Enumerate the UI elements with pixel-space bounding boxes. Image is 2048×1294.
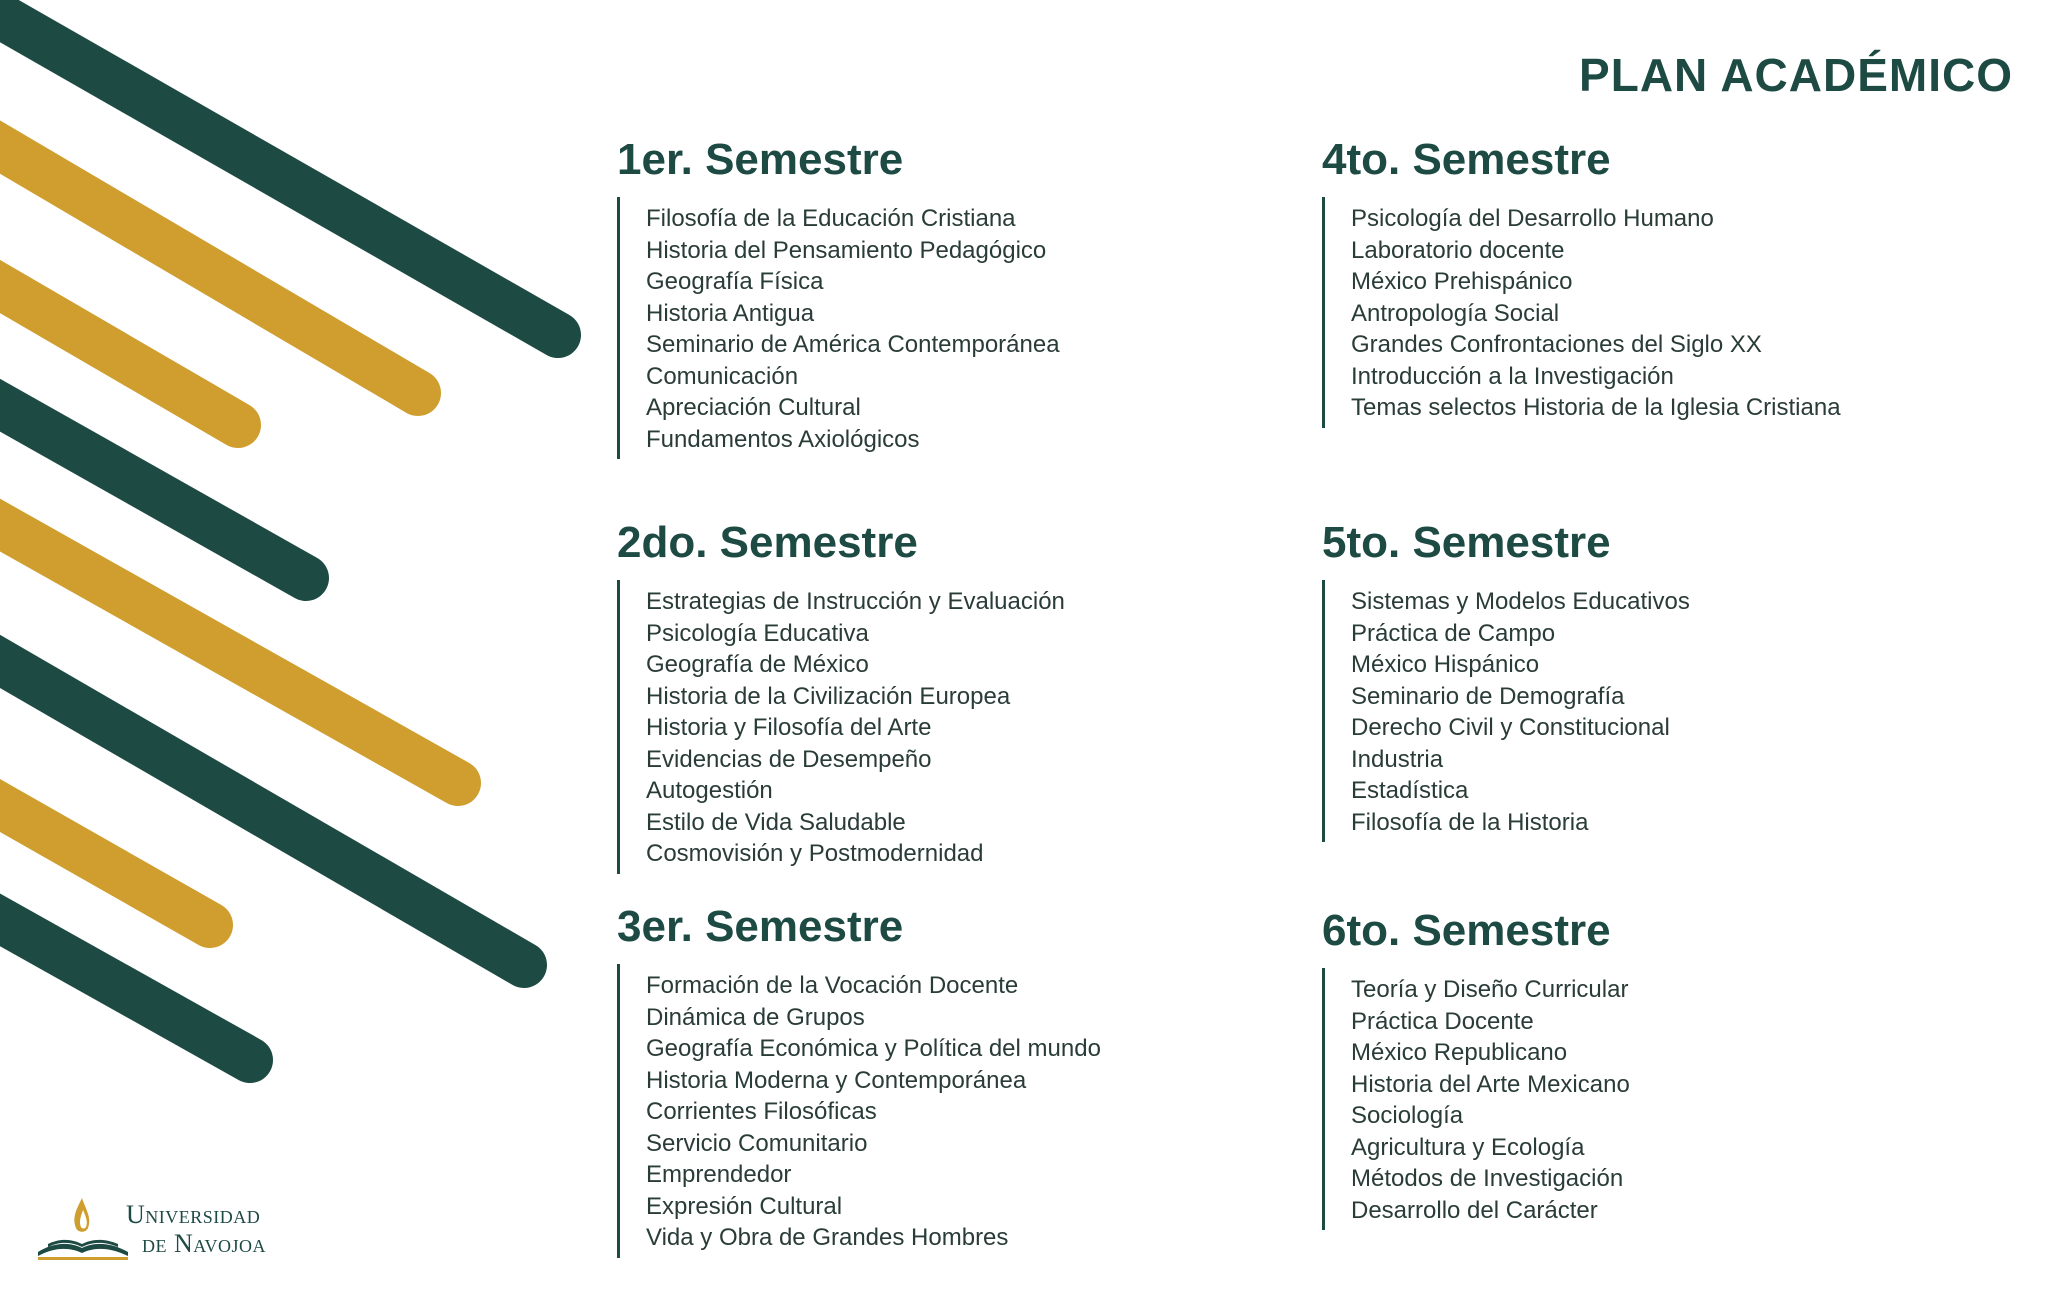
decorative-stripes [0, 0, 600, 1120]
page-title: PLAN ACADÉMICO [1579, 49, 2013, 101]
course-item: Sociología [1351, 1102, 1464, 1129]
course-item: Vida y Obra de Grandes Hombres [646, 1224, 1009, 1251]
semester-2-block [617, 516, 1237, 874]
course-item: México Republicano [1351, 1039, 1568, 1066]
semester-1-course-list [617, 197, 1237, 459]
semester-3-block [617, 900, 1237, 1258]
course-item: Seminario de Demografía [1351, 682, 1625, 710]
university-logo [36, 1196, 306, 1262]
course-item: Geografía Económica y Política del mundo [646, 1035, 1101, 1062]
course-item: México Hispánico [1351, 651, 1540, 678]
semester-6-title: 6to. Semestre [1322, 906, 1611, 955]
course-item: Industria [1351, 745, 1444, 773]
semester-5-title: 5to. Semestre [1322, 518, 1611, 567]
semester-5-course-list [1322, 580, 1942, 842]
semester-4-course-list [1322, 197, 1942, 428]
course-item: Derecho Civil y Constitucional [1351, 714, 1670, 741]
semester-3-course-list [617, 964, 1237, 1258]
course-item: Filosofía de la Historia [1351, 808, 1589, 836]
course-item: Seminario de América Contemporánea [646, 331, 1060, 358]
course-item: Teoría y Diseño Curricular [1351, 976, 1629, 1003]
course-item: Cosmovisión y Postmodernidad [646, 840, 984, 867]
course-item: Sistemas y Modelos Educativos [1351, 588, 1690, 615]
semester-3-title: 3er. Semestre [617, 902, 904, 951]
course-item: Estrategias de Instrucción y Evaluación [646, 588, 1065, 615]
university-name-line1: Universidad [126, 1200, 261, 1229]
course-item: Corrientes Filosóficas [646, 1098, 877, 1125]
course-item: Estadística [1351, 777, 1469, 804]
course-item: Práctica Docente [1351, 1007, 1534, 1035]
course-item: Temas selectos Historia de la Iglesia Cristiana [1351, 394, 1841, 421]
university-name [126, 1200, 266, 1258]
course-item: Psicología del Desarrollo Humano [1351, 205, 1714, 232]
flame-book-icon [36, 1196, 132, 1262]
course-item: Práctica de Campo [1351, 619, 1556, 647]
course-item: Apreciación Cultural [646, 394, 861, 421]
course-item: Estilo de Vida Saludable [646, 808, 906, 836]
semester-1-block [617, 133, 1237, 459]
course-item: Geografía Física [646, 268, 824, 295]
course-item: Autogestión [646, 777, 773, 804]
course-item: Agricultura y Ecología [1351, 1133, 1585, 1161]
course-item: Métodos de Investigación [1351, 1165, 1624, 1192]
semester-2-course-list [617, 580, 1237, 874]
course-item: Historia de la Civilización Europea [646, 682, 1011, 710]
course-item: México Prehispánico [1351, 268, 1573, 295]
course-item: Evidencias de Desempeño [646, 745, 932, 773]
semester-1-title: 1er. Semestre [617, 135, 904, 184]
course-item: Servicio Comunitario [646, 1129, 868, 1157]
course-item: Fundamentos Axiológicos [646, 425, 920, 453]
course-item: Historia y Filosofía del Arte [646, 714, 932, 741]
course-item: Geografía de México [646, 651, 869, 678]
semester-2-title: 2do. Semestre [617, 518, 918, 567]
course-item: Historia del Arte Mexicano [1351, 1070, 1630, 1098]
semester-6-course-list [1322, 968, 1942, 1230]
semester-5-block [1322, 516, 1942, 842]
course-item: Filosofía de la Educación Cristiana [646, 205, 1016, 232]
semester-4-block [1322, 133, 1942, 428]
course-item: Dinámica de Grupos [646, 1003, 865, 1031]
course-item: Comunicación [646, 362, 799, 390]
course-item: Emprendedor [646, 1161, 792, 1188]
course-item: Antropología Social [1351, 299, 1560, 327]
course-item: Laboratorio docente [1351, 236, 1565, 264]
semester-4-title: 4to. Semestre [1322, 135, 1611, 184]
course-item: Desarrollo del Carácter [1351, 1196, 1598, 1224]
semester-6-block [1322, 904, 1942, 1230]
course-item: Formación de la Vocación Docente [646, 972, 1019, 999]
course-item: Historia Antigua [646, 299, 815, 327]
course-item: Grandes Confrontaciones del Siglo XX [1351, 331, 1762, 358]
course-item: Introducción a la Investigación [1351, 362, 1674, 390]
course-item: Expresión Cultural [646, 1192, 843, 1220]
course-item: Psicología Educativa [646, 619, 869, 647]
university-name-line2: de Navojoa [142, 1229, 266, 1258]
course-item: Historia Moderna y Contemporánea [646, 1066, 1027, 1094]
course-item: Historia del Pensamiento Pedagógico [646, 236, 1047, 264]
